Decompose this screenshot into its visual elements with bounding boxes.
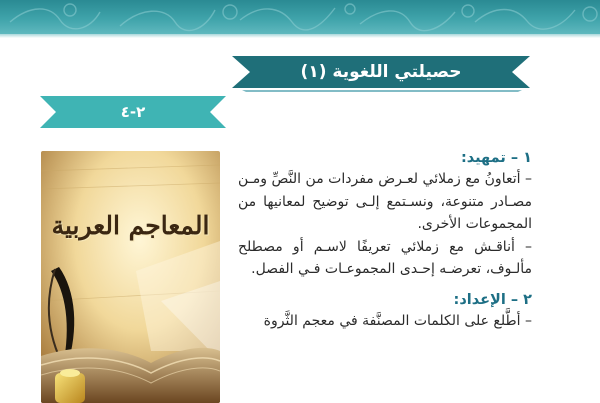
lesson-content bbox=[238, 148, 532, 332]
decorative-header-band bbox=[0, 0, 600, 34]
lesson-title: حصيلتي اللغوية (١) bbox=[300, 62, 462, 82]
lesson-number: ٢-٤ bbox=[120, 103, 146, 121]
cover-title: المعاجم العربية bbox=[51, 211, 210, 240]
band-edge bbox=[0, 34, 600, 38]
cover-illustration bbox=[41, 151, 220, 403]
preparation-paragraph-1: – أطَّلع على الكلمات المصنَّفة في معجم الثَّروة bbox=[263, 312, 532, 329]
intro-paragraph-2: – أناقـش مع زملائي تعريفًا لاسـم أو مصطلح مألـوف، تعرضـه إحـدى المجموعـات فـي الفصل. bbox=[238, 238, 532, 277]
section-heading-intro: ١ – تمهيد: bbox=[460, 150, 532, 166]
lesson-title-ribbon bbox=[232, 56, 530, 92]
lesson-number-tag bbox=[40, 96, 226, 128]
calligraphy-pattern-icon bbox=[0, 0, 600, 34]
section-heading-preparation: ٢ – الإعداد: bbox=[453, 291, 532, 308]
book-cover-image bbox=[41, 151, 220, 403]
intro-paragraph-1: – أتعاونُ مع زملائي لعـرض مفردات من النَّصِّ ومـن مصـادر متنوعة، ونسـتمع إلـى توضيح لمعانيها من المجموعات الأخرى. bbox=[238, 171, 532, 232]
